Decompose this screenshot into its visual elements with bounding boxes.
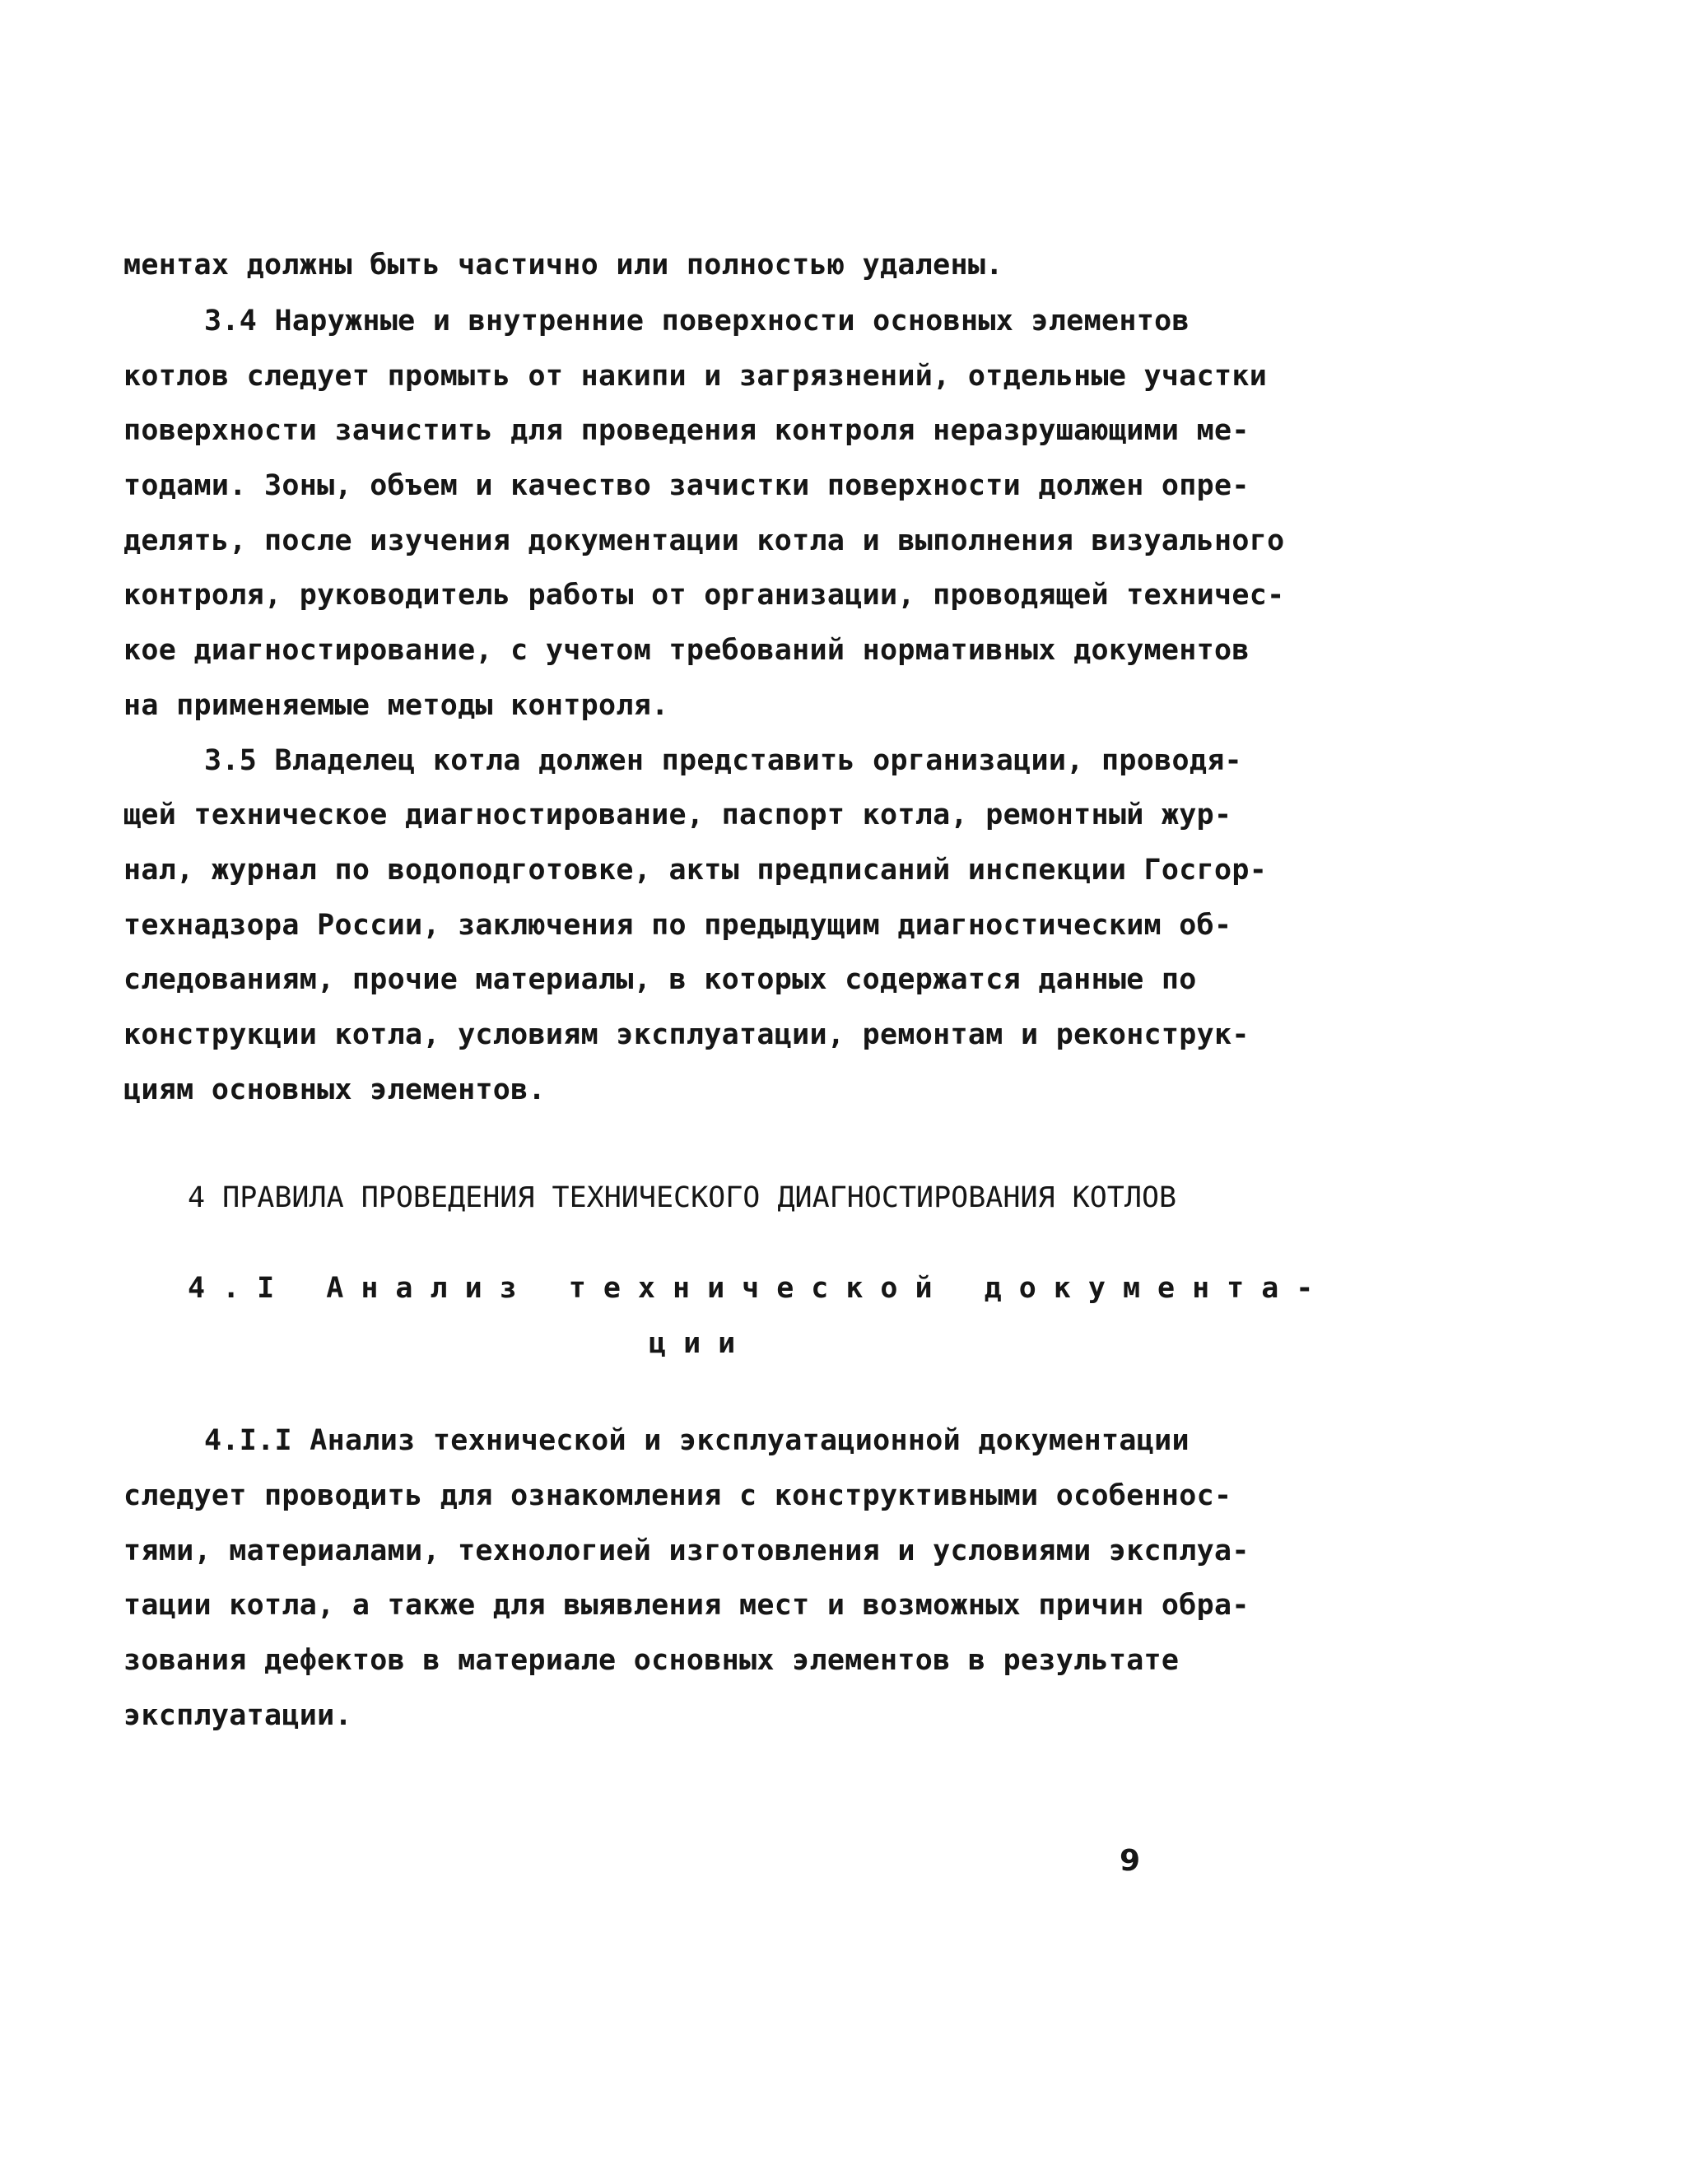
paragraph-3-5-line: конструкции котла, условиям эксплуатации, ремонтам и реконструк- xyxy=(123,1018,1250,1051)
intro-line: ментах должны быть частично или полностью удалены. xyxy=(123,249,1003,282)
paragraph-3-5-line: следованиям, прочие материалы, в которых содержатся данные по xyxy=(123,963,1197,996)
paragraph-3-4-line: поверхности зачистить для проведения контроля неразрушающими ме- xyxy=(123,414,1250,447)
section-4-1-title-continuation: ции xyxy=(649,1327,753,1360)
paragraph-3-4-line: 3.4 Наружные и внутренние поверхности основных элементов xyxy=(204,305,1190,338)
paragraph-4-1-1-line: зования дефектов в материале основных элементов в результате xyxy=(123,1644,1180,1677)
paragraph-4-1-1-line: эксплуатации. xyxy=(123,1699,352,1732)
paragraph-4-1-1-line: тями, материалами, технологией изготовления и условиями эксплуа- xyxy=(123,1534,1250,1567)
paragraph-3-4-line: кое диагностирование, с учетом требований нормативных документов xyxy=(123,634,1250,667)
paragraph-3-5-line: 3.5 Владелец котла должен представить организации, проводя- xyxy=(204,744,1242,777)
section-4-title: 4 ПРАВИЛА ПРОВЕДЕНИЯ ТЕХНИЧЕСКОГО ДИАГНОСТИРОВАНИЯ КОТЛОВ xyxy=(188,1181,1177,1214)
paragraph-3-4-line: тодами. Зоны, объем и качество зачистки поверхности должен опре- xyxy=(123,469,1250,502)
paragraph-3-5-line: щей техническое диагностирование, паспорт котла, ремонтный жур- xyxy=(123,799,1232,831)
paragraph-4-1-1-line: следует проводить для ознакомления с конструктивными особеннос- xyxy=(123,1479,1232,1512)
paragraph-3-4-line: на применяемые методы контроля. xyxy=(123,689,669,722)
paragraph-3-5-line: циям основных элементов. xyxy=(123,1073,546,1106)
paragraph-4-1-1-line: тации котла, а также для выявления мест и возможных причин обра- xyxy=(123,1589,1250,1622)
paragraph-3-5-line: нал, журнал по водоподготовке, акты предписаний инспекции Госгор- xyxy=(123,854,1268,887)
paragraph-3-4-line: делять, после изучения документации котла и выполнения визуального xyxy=(123,524,1285,557)
page-number: 9 xyxy=(1120,1844,1141,1878)
paragraph-4-1-1-line: 4.I.I Анализ технической и эксплуатационной документации xyxy=(204,1424,1190,1457)
paragraph-3-4-line: контроля, руководитель работы от организации, проводящей техничес- xyxy=(123,579,1285,612)
paragraph-3-4-line: котлов следует промыть от накипи и загрязнений, отдельные участки xyxy=(123,360,1268,393)
section-4-1-title: 4.I Анализ технической документа- xyxy=(188,1272,1331,1305)
paragraph-3-5-line: технадзора России, заключения по предыдущим диагностическим об- xyxy=(123,909,1232,942)
